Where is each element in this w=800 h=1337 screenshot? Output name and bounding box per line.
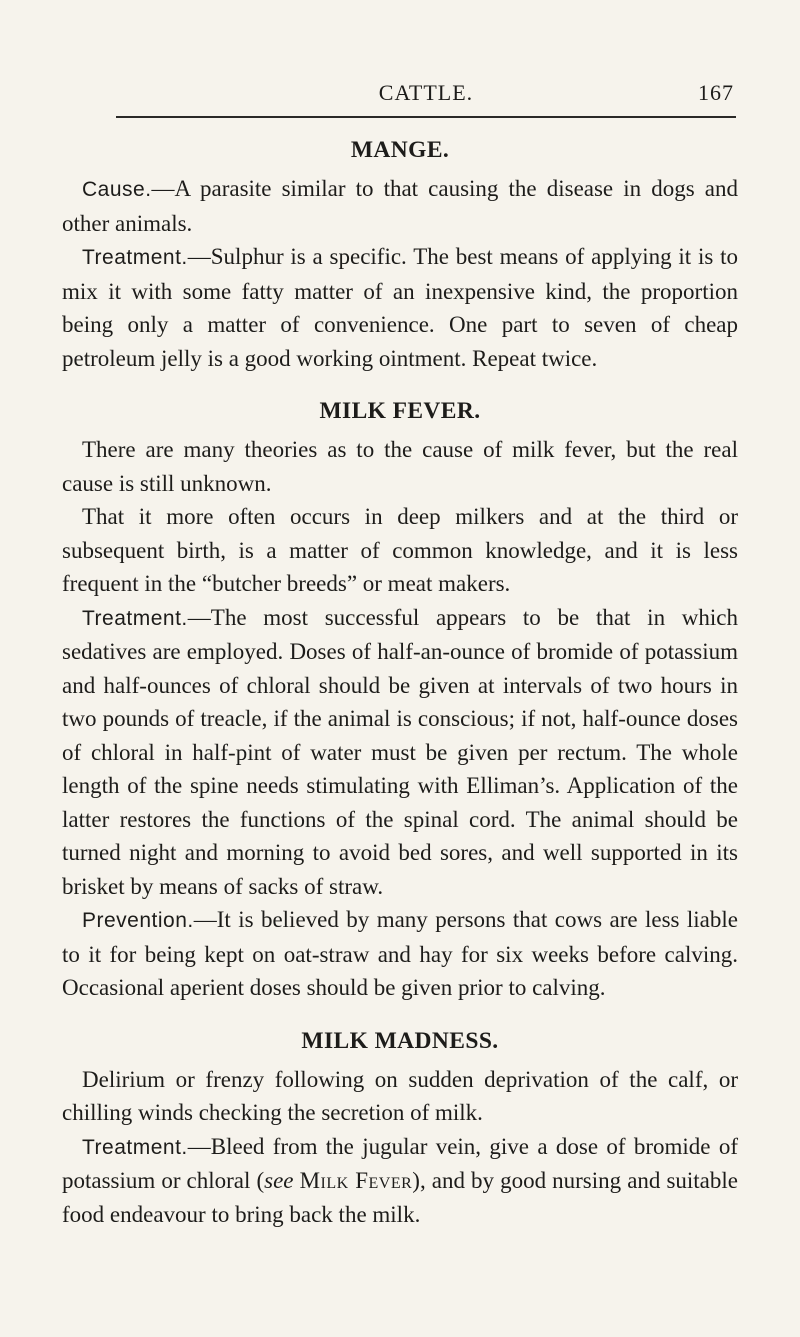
paragraph-text: —A parasite similar to that causing the disease in dogs and other animals. <box>62 176 738 236</box>
page-body <box>62 128 738 1231</box>
paragraph-occurrence: That it more often occurs in deep milkers and at the third or subsequent birth, is a matter of common knowledge, and it is less frequent in the “butcher breeds” or meat makers. <box>62 504 738 596</box>
section-milk-madness <box>62 1019 738 1232</box>
paragraph-cause <box>62 172 738 240</box>
section-mange <box>62 128 738 375</box>
paragraph-intro: There are many theories as to the cause of milk fever, but the real cause is still unknown. <box>62 437 738 496</box>
paragraph-definition: Delirium or frenzy following on sudden deprivation of the calf, or chilling winds checking the secretion of milk. <box>62 1066 738 1125</box>
runin-label-treatment: Treatment. <box>82 246 188 269</box>
running-title: CATTLE. <box>378 80 474 105</box>
section-heading-milk-madness: MILK MADNESS. <box>301 1027 499 1054</box>
see-italic: see <box>264 1168 294 1193</box>
cross-reference: Milk Fever <box>299 1168 413 1193</box>
paragraph-treatment <box>62 601 738 904</box>
paragraph-text: ), and by good nursing and suitable food endeavour to bring back the milk. <box>62 1168 738 1227</box>
runin-label-cause: Cause. <box>82 178 152 201</box>
paragraph-treatment <box>62 240 738 375</box>
runin-label-treatment: Treatment. <box>82 606 188 630</box>
paragraph-text: —Sulphur is a specific. The best means of applying it is to mix it with some fatty matter of an inexpensive kind, the proportion being only a matter of convenience. One part to seven of cheap petroleum jelly is a good working ointment. Repeat twice. <box>62 244 738 371</box>
section-heading-milk-fever: MILK FEVER. <box>319 398 481 424</box>
runin-label-treatment: Treatment. <box>82 1135 188 1159</box>
paragraph-text: —Bleed from the jugular vein, give a dose of bromide of potassium or chloral ( <box>62 1133 738 1193</box>
paragraph-prevention <box>62 903 738 1005</box>
section-milk-fever <box>62 389 738 1005</box>
page-number: 167 <box>698 80 734 105</box>
running-header <box>118 80 734 110</box>
paragraph-text: —It is believed by many persons that cows are less liable to it for being kept on oat-straw and hay for six weeks before calving. Occasional aperient doses should be given prior to calving. <box>62 907 738 1000</box>
runin-label-prevention: Prevention. <box>82 909 194 932</box>
section-heading-mange: MANGE. <box>350 137 450 163</box>
paragraph-text: —The most successful appears to be that in which sedatives are employed. Doses of half-an-ounce of bromide of potassium and half-ounces of chloral should be given at intervals of two hours in two pounds of treacle, if the animal is conscious; if not, half-ounce doses of chloral in half-pint of water must be given per rectum. The whole length of the spine needs stimulating with Elliman’s. Application of the latter restores the functions of the spinal cord. The animal should be turned night and morning to avoid bed sores, and well supported in its brisket by means of sacks of straw. <box>62 604 738 899</box>
paragraph-treatment <box>62 1130 738 1232</box>
header-rule <box>116 116 736 118</box>
